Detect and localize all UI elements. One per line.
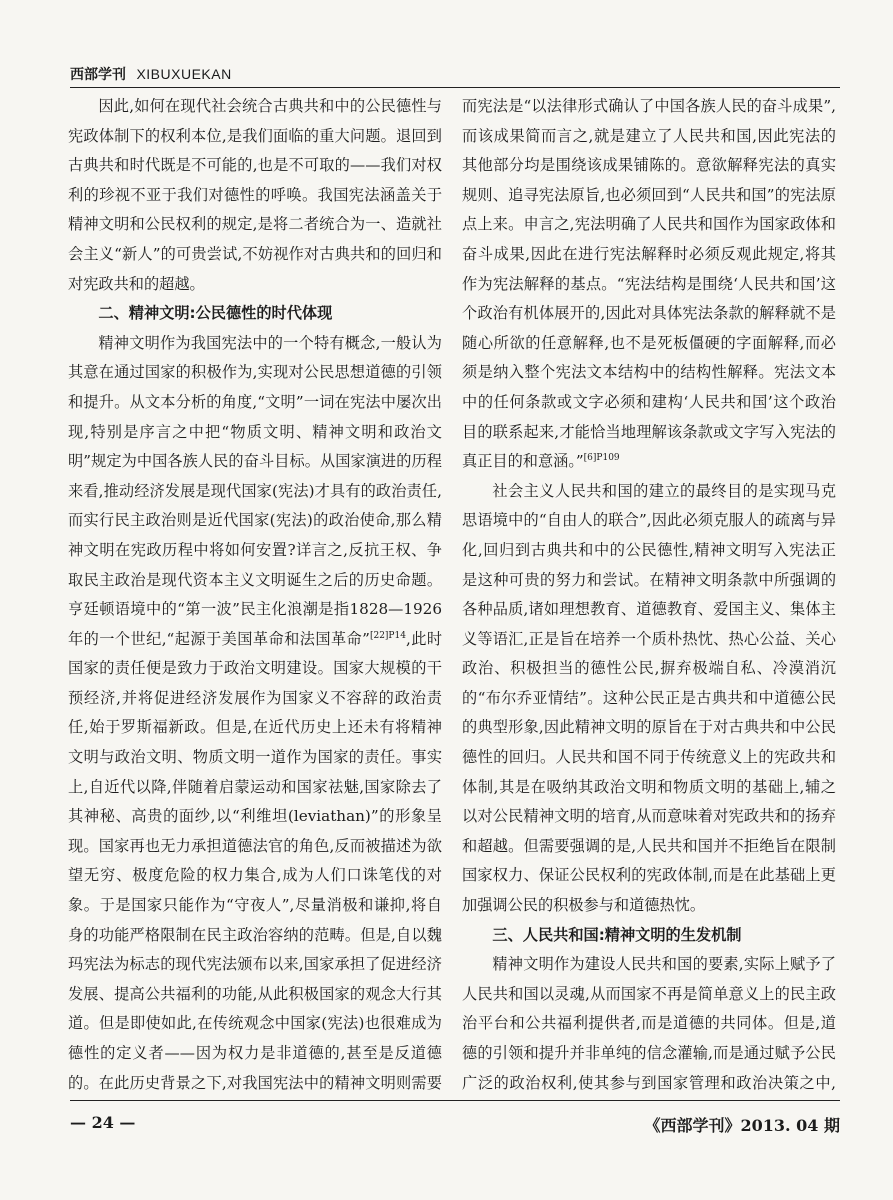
paragraph: 因此,如何在现代社会统合古典共和中的公民德性与宪政体制下的权利本位,是我们面临的重大问题。退回到古典共和时代既是不可能的,也是不可取的——我们对权利的珍视不亚于我们对德性的呼唤。我国宪法涵盖关于精神文明和公民权利的规定,是将二者统合为一、造就社会主义“新人”的可贵尝试,不妨视作对古典共和的回归和对宪政共和的超越。 xyxy=(68,97,442,293)
citation: [6]P109 xyxy=(583,453,620,464)
section-heading: 二、精神文明:公民德性的时代体现 xyxy=(98,304,333,323)
paragraph: 精神文明作为建设人民共和国的要素,实际上赋予了人民共和国以灵魂,从而国家不再是简单意义上的民主政治平台和公共福利提供者,而是道德的共同体。但是,道德的引领和提升并非单纯的信念灌输,而是通过赋予公民广泛的政治权利,使其参与到国家管理和政治决策之中, xyxy=(462,955,836,1092)
paragraph-text: 精神文明作为我国宪法中的一个特有概念,一般认为其意在通过国家的积极作为,实现对公民思想道德的引领和提升。从文本分析的角度,“文明”一词在宪法中屡次出现,特别是序言之中把“物质文明、精神文明和政治文明”规定为中国各族人民的奋斗目标。从国家演进的历程来看,推动经济发展是现代国家(宪法)才具有的政治责任,而实行民主政治则是近代国家(宪法)的政治使命,那么精神文明在宪政历程中将如何安置?详言之,反抗王权、争取民主政治是现代资本主义文明诞生之后的历史命题。亨廷顿语境中的“第一波”民主化浪潮是指1828—1926年的一个世纪,“起源于美国革命和法国革命” xyxy=(68,333,442,648)
paragraph: 社会主义人民共和国的建立的最终目的是实现马克思语境中的“自由人的联合”,因此必须克服人的疏离与异化,回归到古典共和中的公民德性,精神文明写入宪法正是这种可贵的努力和尝试。在精神文明条款中所强调的各种品质,诸如理想教育、道德教育、爱国主义、集体主义等语汇,正是旨在培养一个质朴热忱、热心公益、关心政治、积极担当的德性公民,摒弃极端自私、冷漠消沉的“布尔乔亚情结”。这种公民正是古典共和中道德公民的典型形象,因此精神文明的原旨在于对古典共和中公民德性的回归。人民共和国不同于传统意义上的宪政共和体制,其是在吸纳其政治文明和物质文明的基础上,辅之以对公民精神文明的培育,从而意味着对宪政共和的扬弃和超越。但需要强调的是,人民共和国并不拒绝旨在限制国家权力、保证公民权利的宪政体制,而是在此基础上更加强调公民的积极参与和道德热忱。 xyxy=(462,481,836,915)
left-column xyxy=(68,92,442,1094)
page-number: — 24 — xyxy=(70,1113,136,1132)
right-column xyxy=(462,92,836,1094)
paragraph-text: ,此时国家的责任便是致力于政治文明建设。国家大规模的干预经济,并将促进经济发展作为国家义不容辞的政治责任,始于罗斯福新政。但是,在近代历史上还未有将精神文明与政治文明、物质文明一道作为国家的责任。事实上,自近代以降,伴随着启蒙运动和国家祛魅,国家除去了其神秘、高贵的面纱,以“利维坦(leviathan)”的形象呈现。国家再也无力承担道德法官的角色,反而被描述为欲望无穷、极度危险的权力集合,成为人们口诛笔伐的对象。于是国家只能作为“守夜人”,尽量消极和谦抑,将自身的功能严格限制在民主政治容纳的范畴。但是,自以魏玛宪法为标志的现代宪法颁布以来,国家承担了促进经济发展、提高公共福利的功能,从此积极国家的观念大行其道。但是即使如此,在传统观念中国家(宪法)也很难成为德性的定义者——因为权力是非道德的,甚至是反道德的。在此历史背景之下,对我国宪法中的精神文明则需要 xyxy=(68,629,442,1092)
section-heading: 三、人民共和国:精神文明的生发机制 xyxy=(492,925,742,944)
paragraph xyxy=(68,329,442,1094)
paragraph-text: 而宪法是“以法律形式确认了中国各族人民的奋斗成果”,而该成果简而言之,就是建立了人民共和国,因此宪法的其他部分均是围绕该成果铺陈的。意欲解释宪法的真实规则、追寻宪法原旨,也必须回到“人民共和国”的宪法原点上来。申言之,宪法明确了人民共和国作为国家政体和奋斗成果,因此在进行宪法解释时必须反观此规定,将其作为宪法解释的基点。“宪法结构是围绕‘人民共和国’这个政治有机体展开的,因此对具体宪法条款的解释就不是随心所欲的任意解释,也不是死板僵硬的字面解释,而必须是纳入整个宪法文本结构中的结构性解释。宪法文本中的任何条款或文字必须和建构‘人民共和国’这个政治目的联系起来,才能恰当地理解该条款或文字写入宪法的真正目的和意涵。” xyxy=(462,97,836,471)
paragraph xyxy=(462,92,836,477)
page-footer xyxy=(70,1100,840,1135)
journal-issue: 《西部学刊》2013. 04 期 xyxy=(644,1116,840,1135)
running-header xyxy=(70,64,840,88)
journal-name-cn: 西部学刊 xyxy=(70,67,126,83)
journal-name-en: XIBUXUEKAN xyxy=(136,66,232,82)
citation: [22]P14 xyxy=(369,630,406,641)
